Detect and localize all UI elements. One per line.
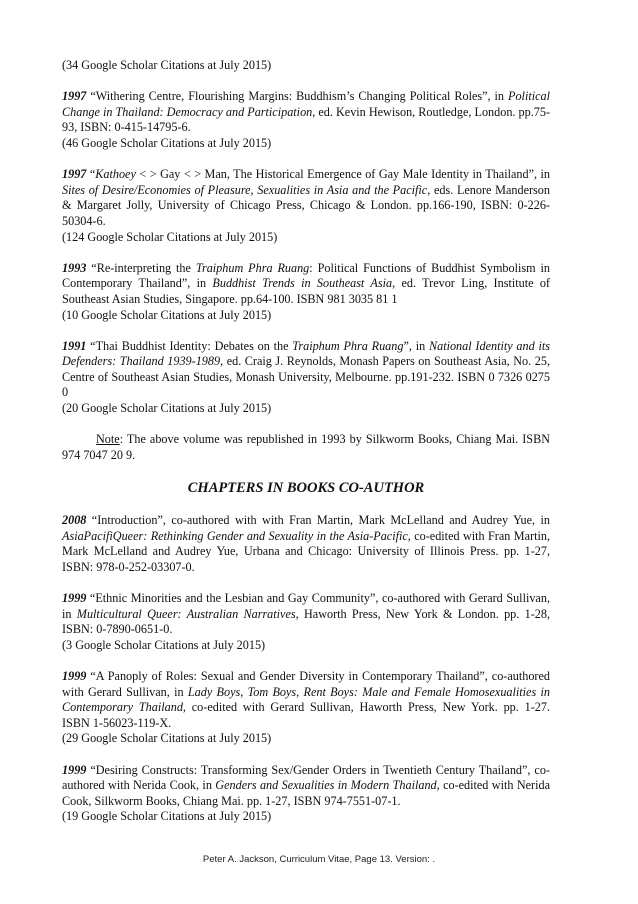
entry-text-part: “Introduction”, co-authored with with Fran Martin, Mark McLelland and Audrey Yue, in: [86, 513, 550, 528]
entry-text: [62, 339, 550, 401]
entry-text: [62, 261, 550, 308]
entry-year: 1999: [62, 591, 87, 605]
citation-line: (34 Google Scholar Citations at July 2015): [62, 58, 272, 72]
book-title: AsiaPacifiQueer: Rethinking Gender and Sexuality in the Asia-Pacific: [62, 528, 408, 543]
entry-text-part: , co-edited with Nerida Cook, Silkworm Books, Chiang Mai. pp. 1-27, ISBN 974-7551-07-1.: [62, 778, 550, 808]
entry-text-part: “Desiring Constructs: Transforming Sex/Gender Orders in Twentieth Century Thailand”, co-authored with Nerida Cook, in: [62, 762, 550, 793]
entry-text: [62, 763, 550, 810]
entry-year: 1993: [62, 260, 87, 275]
entry-text: [62, 167, 550, 229]
entry-text-part: , ed. Kevin Hewison, Routledge, London. pp.75-93, ISBN: 0-415-14795-6.: [62, 104, 551, 135]
publication-entry: [62, 89, 550, 151]
entry-text-part: “Ethnic Minorities and the Lesbian and Gay Community”, co-authored with Gerard Sullivan, in: [62, 591, 550, 621]
note-text: : The above volume was republished in 1993 by Silkworm Books, Chiang Mai. ISBN 974 7047 20 9.: [62, 432, 550, 462]
entry-text-part: , eds. Lenore Manderson & Margaret Jolly, University of Chicago Press, Chicago & London. pp.166-190, ISBN: 0-226-50304-6.: [62, 182, 550, 228]
publication-entry: [62, 763, 550, 825]
publication-entry: [62, 261, 550, 323]
citation-line: (20 Google Scholar Citations at July 2015): [62, 401, 272, 416]
publication-entry: [62, 167, 550, 245]
citation-line: (10 Google Scholar Citations at July 2015): [62, 307, 272, 322]
entry-text-part: , Haworth Press, New York & London. pp. 1-28, ISBN: 0-7890-0651-0.: [62, 606, 551, 637]
note-paragraph: [62, 432, 550, 463]
note-label: Note: [96, 432, 120, 447]
entry-year: 1999: [62, 762, 87, 777]
page-footer: Peter A. Jackson, Curriculum Vitae, Page 13. Version: .: [202, 854, 436, 865]
entry-year: 1999: [62, 668, 87, 683]
book-title: Sites of Desire/Economies of Pleasure, Sexualities in Asia and the Pacific: [62, 182, 428, 197]
citation-line: (124 Google Scholar Citations at July 2015): [62, 229, 278, 244]
citation-line: (29 Google Scholar Citations at July 2015): [62, 731, 272, 746]
publication-entry: [62, 339, 550, 417]
italic-term: Kathoey: [95, 167, 136, 182]
entry-text-part: “: [86, 167, 96, 182]
book-title: Buddhist Trends in Southeast Asia: [212, 276, 393, 291]
citation-line: (3 Google Scholar Citations at July 2015): [62, 637, 266, 652]
citation-line: (19 Google Scholar Citations at July 2015): [62, 809, 272, 824]
page-content: [62, 58, 550, 841]
book-title: Multicultural Queer: Australian Narratives: [76, 606, 296, 621]
publication-entry: [62, 669, 550, 747]
citation-line: (46 Google Scholar Citations at July 2015): [62, 135, 272, 150]
entry-year: 2008: [62, 513, 87, 528]
book-title: Lady Boys, Tom Boys, Rent Boys: Male and Female Homosexualities in Contemporary Thailand: [62, 684, 550, 715]
entry-text: [62, 669, 550, 731]
entry-text: [62, 89, 550, 136]
entry-text-part: “Withering Centre, Flourishing Margins: Buddhism’s Changing Political Roles”, in: [86, 89, 509, 104]
entry-text-part: , ed. Craig J. Reynolds, Monash Papers on Southeast Asia, No. 25, Centre of Southeast Asian Studies, Monash University, Melbourne. pp.191-232. ISBN 0 7326 0275 0: [62, 354, 550, 400]
entry-text-part: “Re-interpreting the: [86, 260, 196, 275]
book-title: Genders and Sexualities in Modern Thailand: [215, 778, 437, 793]
entry-text-part: , ed. Trevor Ling, Institute of Southeast Asian Studies, Singapore. pp.64-100. ISBN 981 3035 81 1: [62, 276, 550, 306]
publication-entry: [62, 591, 550, 653]
entry-year: 1991: [62, 338, 87, 353]
entry-text: [62, 513, 550, 575]
entry-text: [62, 591, 550, 638]
entry-year: 1997: [62, 89, 87, 104]
italic-term: Traiphum Phra Ruang: [292, 338, 404, 353]
entry-text-part: “A Panoply of Roles: Sexual and Gender Diversity in Contemporary Thailand”, co-authored with Gerard Sullivan, in: [62, 668, 550, 699]
entry-text-part: ”, in: [403, 338, 429, 353]
entry-text-part: , co-edited with Fran Martin, Mark McLelland and Audrey Yue, Urbana and Chicago: University of Illinois Press. pp. 1-27, ISBN: 978-0-252-03307-0.: [62, 528, 550, 574]
entry-text-part: , co-edited with Gerard Sullivan, Haworth Press, New York. pp. 1-27. ISBN 1-56023-119-X.: [62, 700, 550, 730]
entry-text-part: : Political Functions of Buddhist Symbolism in Contemporary Thailand”, in: [62, 260, 550, 291]
book-title: Political Change in Thailand: Democracy and Participation: [62, 89, 550, 119]
entry-text-part: “Thai Buddhist Identity: Debates on the: [86, 338, 293, 353]
book-title: National Identity and its Defenders: Thailand 1939-1989: [62, 338, 551, 369]
publication-entry: [62, 513, 550, 575]
section-heading: CHAPTERS IN BOOKS CO-AUTHOR: [187, 480, 425, 497]
italic-term: Traiphum Phra Ruang: [195, 260, 310, 275]
entry-year: 1997: [62, 167, 87, 182]
entry-text-part: < > Gay < > Man, The Historical Emergence of Gay Male Identity in Thailand”, in: [135, 167, 550, 182]
